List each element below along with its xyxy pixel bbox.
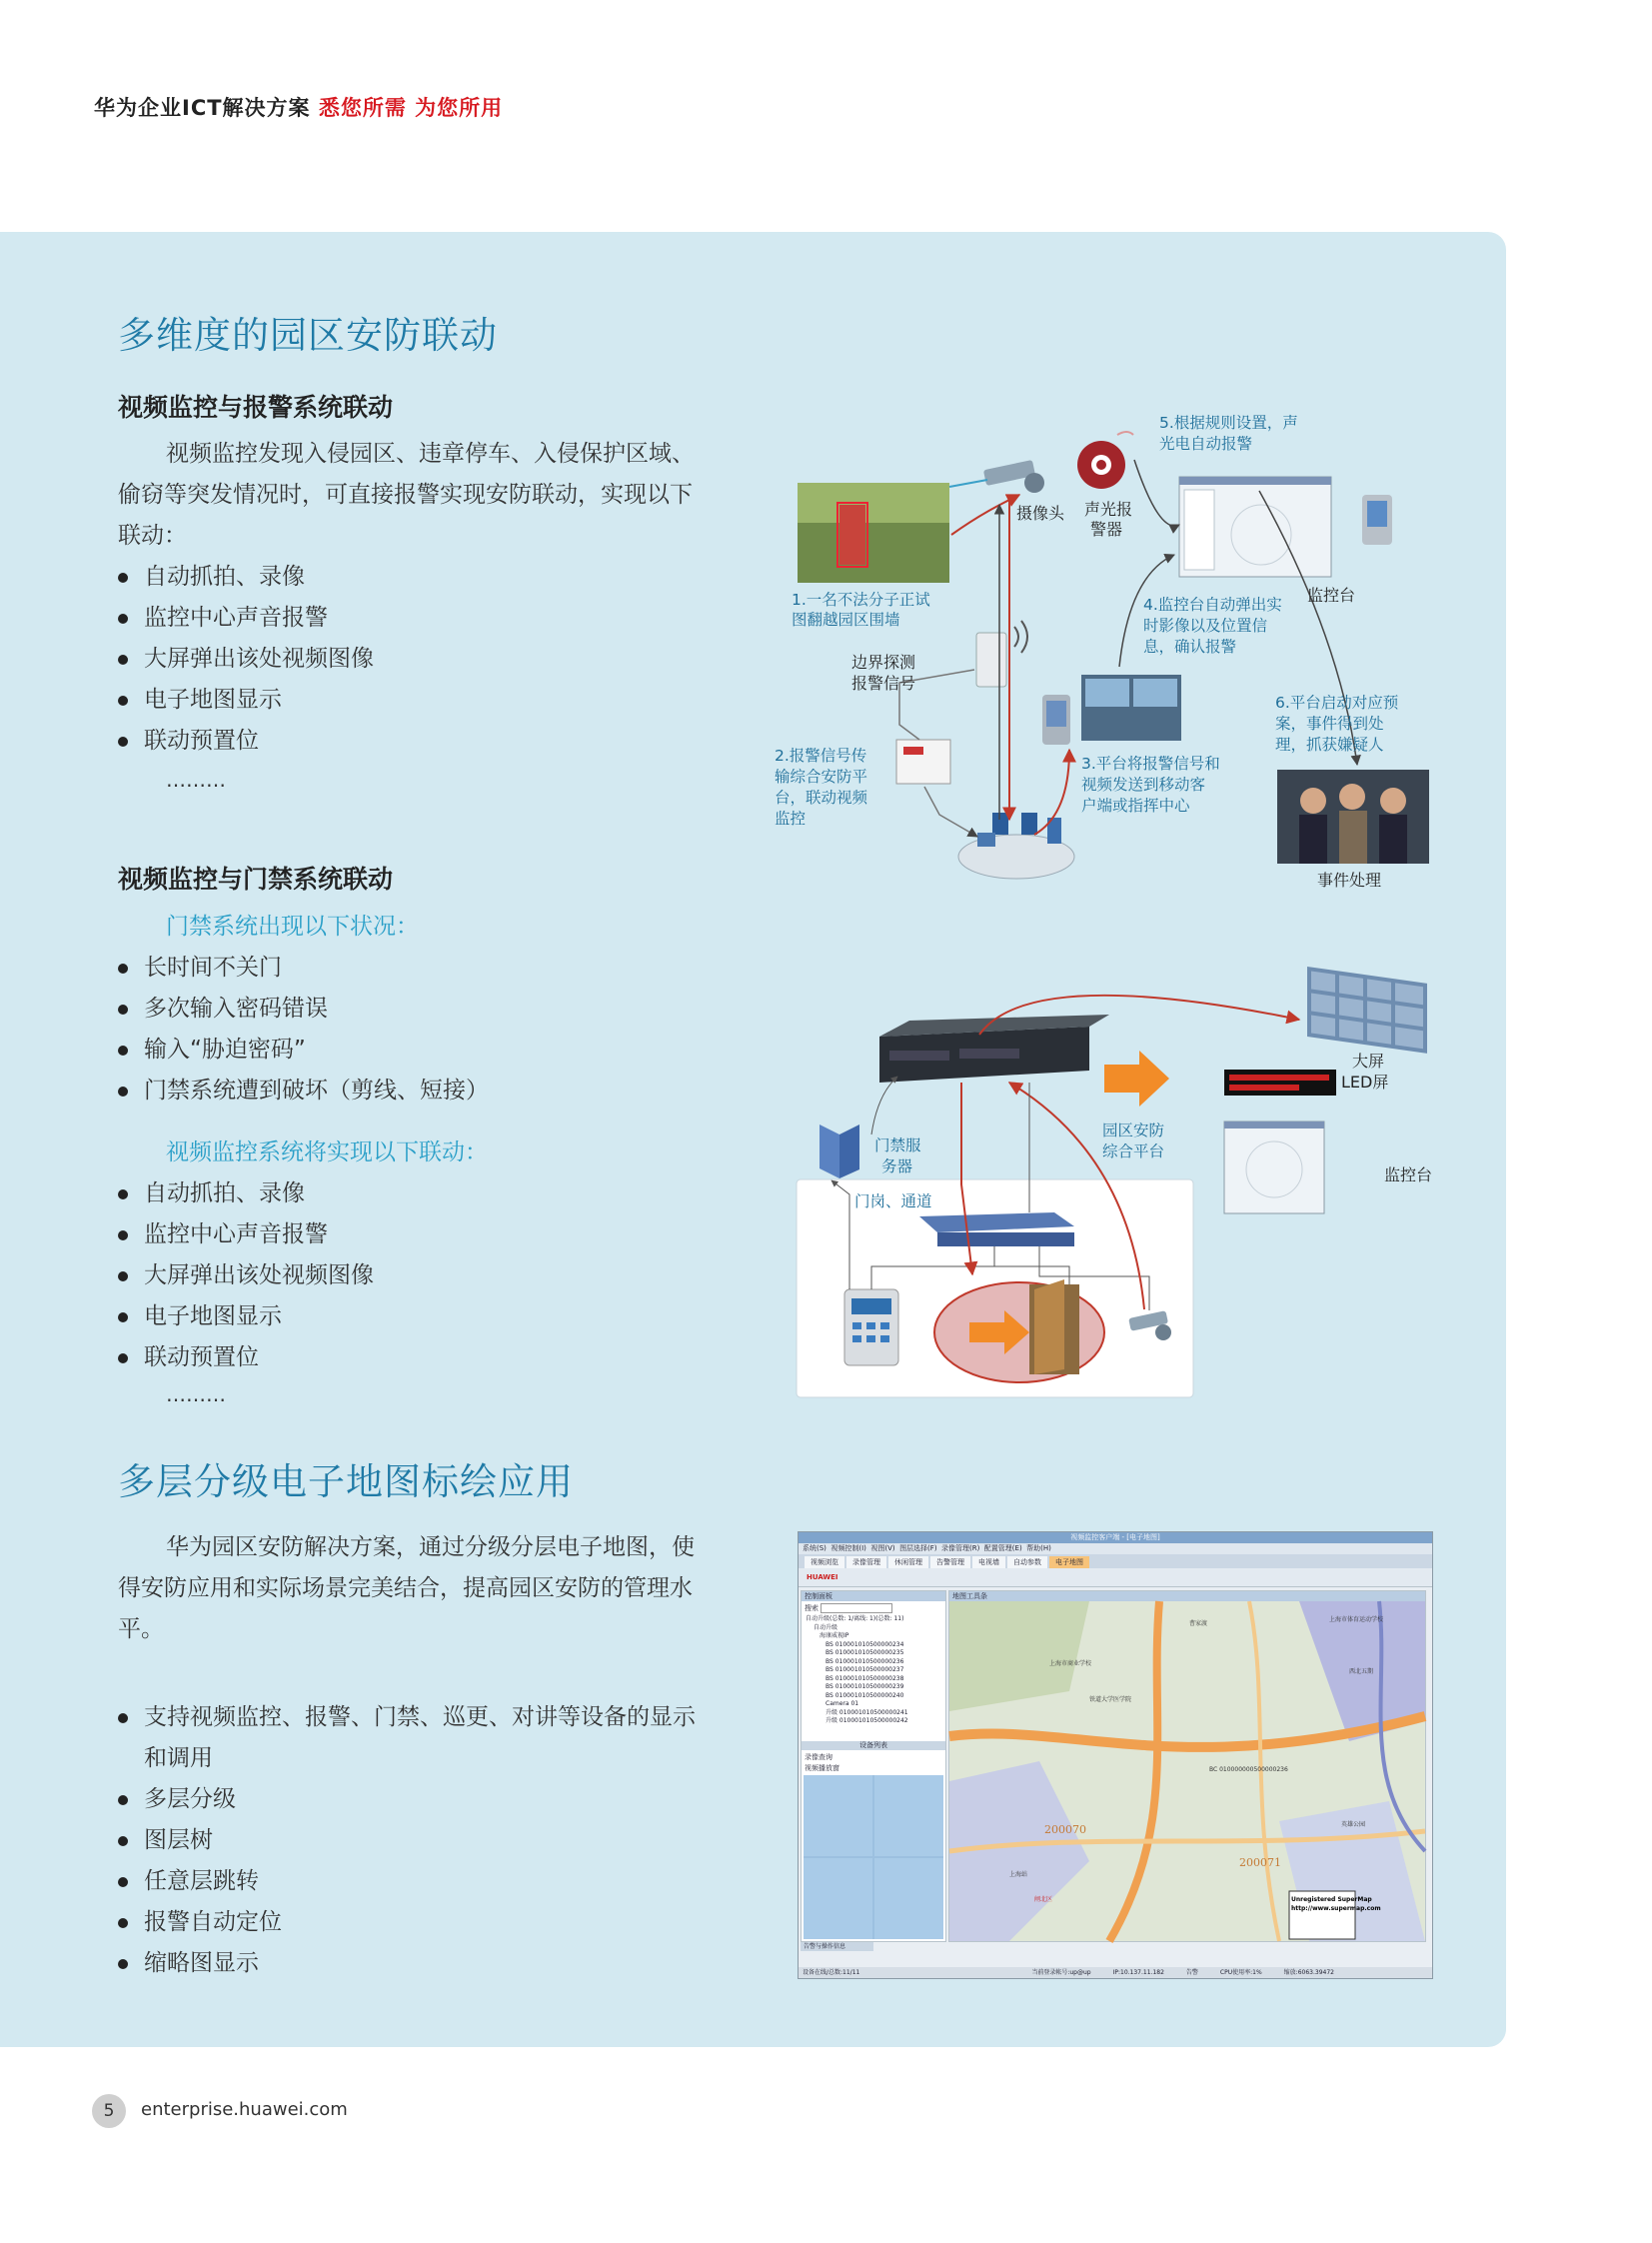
step5-line2: 光电自动报警 bbox=[1159, 435, 1253, 453]
platform-line2: 综合平台 bbox=[1102, 1142, 1165, 1160]
list-item: 联动预置位 bbox=[116, 1337, 374, 1378]
tree-node[interactable]: 海康威视IP bbox=[820, 1632, 849, 1639]
door-server-icon bbox=[820, 1124, 859, 1178]
map-label: 西北五期 bbox=[1349, 1668, 1374, 1675]
detector-icon bbox=[976, 621, 1027, 687]
status-item: 当前登录帐号:up@up bbox=[1031, 1969, 1091, 1976]
step4-line1: 4.监控台自动弹出实 bbox=[1143, 596, 1282, 614]
step2-line3: 台，联动视频 bbox=[775, 789, 868, 807]
led-label: LED屏 bbox=[1341, 1073, 1389, 1092]
detector-line1: 边界探测 bbox=[851, 653, 916, 672]
command-center-photo bbox=[1081, 675, 1181, 741]
brand-name: 华为企业ICT解决方案 bbox=[94, 96, 311, 120]
pda-icon bbox=[1362, 495, 1392, 545]
list-item: 自动抓拍、录像 bbox=[116, 1173, 374, 1214]
sub2-list1 bbox=[116, 948, 489, 1112]
brand-slogan: 悉您所需 为您所用 bbox=[318, 96, 504, 120]
tree-node[interactable]: BS 010001010500000238 bbox=[826, 1674, 904, 1682]
gate-label: 门岗、通道 bbox=[854, 1192, 932, 1210]
tree-node[interactable]: BS 010001010500000240 bbox=[826, 1691, 904, 1699]
list-item: 监控中心声音报警 bbox=[116, 598, 374, 639]
step3-line2: 视频发送到移动客 bbox=[1081, 776, 1206, 794]
status-item: CPU使用率:1% bbox=[1219, 1969, 1262, 1976]
video-wall-icon bbox=[1307, 967, 1427, 1054]
tree-node[interactable]: 自动升级 bbox=[814, 1623, 838, 1631]
map-panel[interactable] bbox=[948, 1590, 1426, 1942]
section2-intro-line1: 华为园区安防解决方案，通过分级分层电子地图，使 bbox=[166, 1534, 695, 1560]
menu-item[interactable]: 视频控制(I) bbox=[830, 1544, 866, 1552]
list-item: 电子地图显示 bbox=[116, 680, 374, 721]
step5-line1: 5.根据规则设置，声 bbox=[1159, 414, 1298, 432]
list-item: 大屏弹出该处视频图像 bbox=[116, 639, 374, 680]
step4-line3: 息，确认报警 bbox=[1143, 638, 1237, 656]
section2-intro-line2: 得安防应用和实际场景完美结合，提高园区安防的管理水 bbox=[118, 1575, 693, 1601]
status-bar bbox=[799, 1967, 1432, 1978]
door-server-line1: 门禁服 bbox=[874, 1136, 921, 1154]
tab-params[interactable]: 自动参数 bbox=[1007, 1556, 1047, 1568]
section2-intro bbox=[118, 1527, 758, 1650]
menu-item[interactable]: 录像管理(R) bbox=[941, 1544, 980, 1552]
left-panel bbox=[801, 1590, 946, 1942]
menu-item[interactable]: 图层选择(F) bbox=[899, 1544, 937, 1552]
list-item: 电子地图显示 bbox=[116, 1296, 374, 1337]
huawei-logo: HUAWEI bbox=[807, 1573, 838, 1581]
section2-list bbox=[116, 1697, 776, 1984]
alarm-device-line1: 声光报 bbox=[1084, 500, 1133, 519]
tab-emap[interactable]: 电子地图 bbox=[1049, 1556, 1089, 1568]
tree-node[interactable]: Camera 01 bbox=[826, 1700, 859, 1707]
siren-icon bbox=[1077, 432, 1133, 489]
alarm-device-line2: 警器 bbox=[1090, 520, 1123, 539]
sub1-ellipsis: ……… bbox=[166, 768, 226, 792]
search-input[interactable] bbox=[821, 1603, 892, 1613]
section1-title: 多维度的园区安防联动 bbox=[118, 314, 498, 357]
access-control-diagram bbox=[820, 955, 1459, 1404]
sub1-list bbox=[116, 557, 374, 762]
step1-line2: 图翻越园区围墙 bbox=[792, 611, 900, 629]
map-label: 200071 bbox=[1239, 1856, 1281, 1869]
list-item: 长时间不关门 bbox=[116, 948, 489, 989]
sub1-intro bbox=[118, 434, 758, 557]
client-menu bbox=[799, 1543, 1432, 1554]
event-label: 事件处理 bbox=[1317, 871, 1382, 890]
alarm-panel-icon bbox=[896, 740, 950, 784]
server-icon bbox=[879, 1015, 1109, 1083]
sub1-intro-line1: 视频监控发现入侵园区、违章停车、入侵保护区域、 bbox=[166, 441, 695, 467]
client-tabs bbox=[799, 1554, 1432, 1568]
mobile-phone-icon bbox=[1042, 695, 1070, 745]
client-title: 视频监控客户端 - [电子地图] bbox=[799, 1532, 1432, 1543]
camera-icon bbox=[949, 460, 1044, 493]
step3-line1: 3.平台将报警信号和 bbox=[1081, 755, 1220, 773]
intruder-photo bbox=[798, 483, 949, 583]
tree-node[interactable]: BS 010001010500000237 bbox=[826, 1666, 904, 1673]
device-list-tab[interactable]: 设备列表 bbox=[802, 1741, 945, 1750]
left-panel-title: 控制面板 bbox=[802, 1591, 945, 1601]
footer-url[interactable]: enterprise.huawei.com bbox=[141, 2099, 348, 2120]
list-item-continuation: 和调用 bbox=[144, 1745, 213, 1771]
map-label: 曹家渡 bbox=[1189, 1620, 1208, 1627]
step2-line2: 输综合安防平 bbox=[775, 768, 868, 786]
tab-tvwall[interactable]: 电视墙 bbox=[972, 1556, 1005, 1568]
status-item: 设备在线/总数:11/11 bbox=[803, 1969, 860, 1976]
record-query-tab[interactable]: 录像查询 bbox=[805, 1753, 832, 1761]
sub2-lead1: 门禁系统出现以下状况： bbox=[166, 914, 419, 940]
list-item: 多层分级 bbox=[116, 1779, 776, 1820]
menu-item[interactable]: 帮助(H) bbox=[1026, 1544, 1051, 1552]
list-item: 大屏弹出该处视频图像 bbox=[116, 1255, 374, 1296]
search-label: 搜索 bbox=[805, 1604, 819, 1612]
tree-node[interactable]: BS 010001010500000234 bbox=[826, 1640, 904, 1648]
list-item: 门禁系统遭到破坏（剪线、短接） bbox=[116, 1071, 489, 1112]
status-item: IP:10.137.11.182 bbox=[1112, 1969, 1164, 1976]
tree-node[interactable]: BS 010001010500000239 bbox=[826, 1683, 904, 1690]
video-playback-tab[interactable]: 视频播放窗 bbox=[805, 1764, 839, 1772]
map-canvas[interactable] bbox=[949, 1601, 1425, 1941]
list-item: 任意层跳转 bbox=[116, 1861, 776, 1902]
map-label: 上海市商业学校 bbox=[1049, 1660, 1092, 1667]
client-toolbar bbox=[799, 1568, 1432, 1587]
step2-line1: 2.报警信号传 bbox=[775, 747, 867, 765]
list-item: 报警自动定位 bbox=[116, 1902, 776, 1943]
tree-node[interactable]: BS 010001010500000236 bbox=[826, 1657, 904, 1665]
console2-label: 监控台 bbox=[1384, 1165, 1433, 1184]
client-screenshot bbox=[798, 1531, 1433, 1979]
orange-arrow bbox=[1104, 1051, 1169, 1107]
console-monitor bbox=[1224, 1122, 1324, 1213]
detector-line2: 报警信号 bbox=[851, 674, 916, 693]
map-label: 200070 bbox=[1044, 1823, 1086, 1836]
map-label: 上海站 bbox=[1009, 1871, 1028, 1878]
supermap-watermark: Unregistered SuperMap bbox=[1291, 1896, 1372, 1903]
menu-item[interactable]: 配置管理(E) bbox=[983, 1544, 1022, 1552]
console-monitor bbox=[1179, 477, 1331, 577]
list-item: 输入“胁迫密码” bbox=[116, 1030, 489, 1071]
list-item: 图层树 bbox=[116, 1820, 776, 1861]
camera-label: 摄像头 bbox=[1016, 504, 1065, 523]
map-label: 英雄公园 bbox=[1341, 1821, 1366, 1828]
page-number: 5 bbox=[92, 2094, 126, 2128]
map-label: 上海市体育运动学校 bbox=[1329, 1616, 1384, 1623]
step3-line3: 户端或指挥中心 bbox=[1081, 797, 1190, 815]
tab-video[interactable]: 视频浏览 bbox=[805, 1556, 844, 1568]
sub2-lead2: 视频监控系统将实现以下联动： bbox=[166, 1139, 488, 1165]
step6-line3: 理，抓获嫌疑人 bbox=[1275, 736, 1384, 754]
alarm-linkage-diagram bbox=[775, 395, 1459, 905]
list-item: 支持视频监控、报警、门禁、巡更、对讲等设备的显示 bbox=[116, 1697, 776, 1738]
header-brand bbox=[94, 92, 503, 122]
map-tools-title: 地图工具条 bbox=[949, 1591, 1425, 1601]
led-screen-icon bbox=[1224, 1070, 1336, 1096]
map-label: 铁道大学医学院 bbox=[1089, 1696, 1132, 1703]
video-grid[interactable] bbox=[804, 1775, 943, 1939]
platform-line1: 园区安防 bbox=[1102, 1122, 1165, 1139]
network-hub-icon bbox=[958, 813, 1074, 879]
step6-line1: 6.平台启动对应预 bbox=[1275, 694, 1399, 712]
tab-leisure[interactable]: 休闲管理 bbox=[888, 1556, 928, 1568]
sub1-title: 视频监控与报警系统联动 bbox=[118, 393, 394, 422]
sub2-ellipsis: ……… bbox=[166, 1382, 226, 1406]
tree-node[interactable]: 升级 010001010500000241 bbox=[826, 1708, 908, 1716]
map-label: BC 010000000500000236 bbox=[1209, 1766, 1288, 1773]
keypad-icon bbox=[844, 1289, 898, 1365]
tree-node[interactable]: BS 010001010500000235 bbox=[826, 1649, 904, 1656]
list-item: 自动抓拍、录像 bbox=[116, 557, 374, 598]
big-screen-label: 大屏 bbox=[1352, 1052, 1385, 1071]
sub2-title: 视频监控与门禁系统联动 bbox=[118, 865, 394, 894]
menu-item[interactable]: 视图(V) bbox=[870, 1544, 895, 1552]
sub1-intro-line2: 偷窃等突发情况时，可直接报警实现安防联动，实现以下 bbox=[118, 482, 693, 508]
step4-line2: 时影像以及位置信 bbox=[1143, 617, 1268, 635]
tab-alarm[interactable]: 告警管理 bbox=[930, 1556, 970, 1568]
arrest-photo bbox=[1277, 770, 1429, 864]
step1-line1: 1.一名不法分子正试 bbox=[792, 591, 930, 609]
status-item: 告警 bbox=[1185, 1969, 1198, 1976]
step6-line2: 案，事件得到处 bbox=[1275, 715, 1384, 733]
tree-node[interactable]: 自动升级(总数: 1/离线: 1)(总数: 11) bbox=[806, 1615, 904, 1622]
section2-title: 多层分级电子地图标绘应用 bbox=[118, 1460, 574, 1503]
tree-node[interactable]: 升级 010001010500000242 bbox=[826, 1717, 908, 1724]
sub2-list2 bbox=[116, 1173, 374, 1378]
list-item: 缩略图显示 bbox=[116, 1943, 776, 1984]
menu-item[interactable]: 系统(S) bbox=[803, 1544, 826, 1552]
map-label: 闸北区 bbox=[1034, 1896, 1053, 1903]
search-row bbox=[802, 1601, 945, 1615]
tab-record[interactable]: 录像管理 bbox=[846, 1556, 886, 1568]
supermap-url: http://www.supermap.com bbox=[1291, 1905, 1381, 1912]
list-item: 联动预置位 bbox=[116, 721, 374, 762]
door-server-line2: 务器 bbox=[881, 1157, 913, 1175]
step2-line4: 监控 bbox=[775, 810, 807, 828]
list-item: 多次输入密码错误 bbox=[116, 989, 489, 1030]
list-item: 监控中心声音报警 bbox=[116, 1214, 374, 1255]
device-tree bbox=[802, 1615, 945, 1726]
console-label: 监控台 bbox=[1307, 586, 1356, 605]
alarm-info-tab[interactable]: 告警与操作信息 bbox=[801, 1942, 873, 1951]
sub1-intro-line3: 联动： bbox=[118, 523, 187, 549]
section2-intro-line3: 平。 bbox=[118, 1616, 164, 1642]
status-item: 缩放:6063.39472 bbox=[1283, 1969, 1334, 1976]
